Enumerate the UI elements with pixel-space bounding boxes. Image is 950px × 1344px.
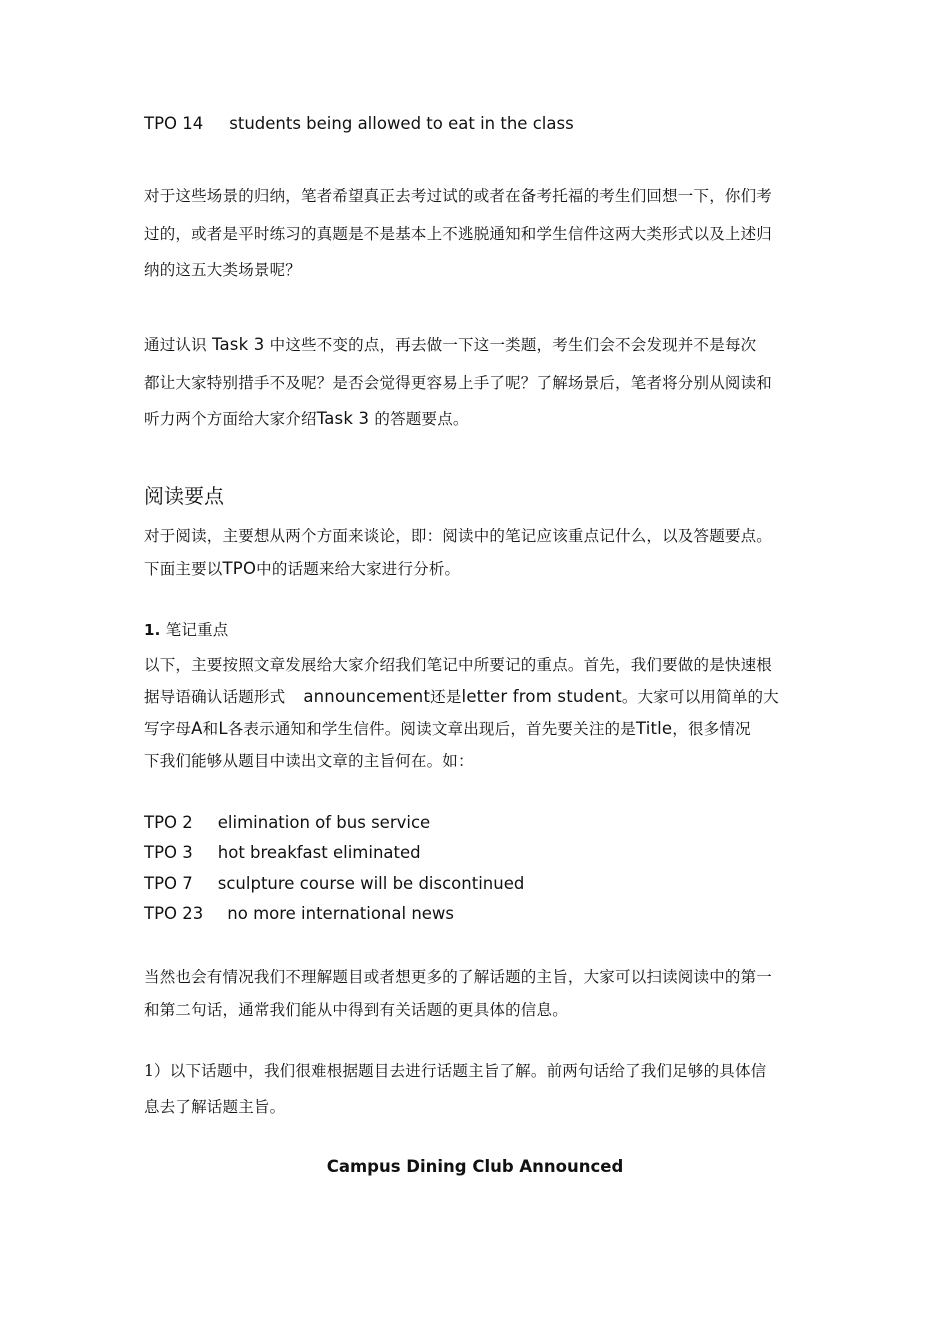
en-term: Title <box>635 719 673 738</box>
task-label: Task 3 <box>316 409 370 428</box>
para4-line1: 以下，主要按照文章发展给大家介绍我们笔记中所要记的重点。首先，我们要做的是快速根 <box>144 656 773 674</box>
example-title: Campus Dining Club Announced <box>326 1157 624 1176</box>
subheading <box>144 620 229 640</box>
text: ，很多情况 <box>672 720 751 738</box>
para6-line1: 1）以下话题中，我们很难根据题目去进行话题主旨了解。前两句话给了我们足够的具体信 <box>144 1062 767 1080</box>
text: 和 <box>202 720 219 738</box>
task-label: Task 3 <box>211 335 265 354</box>
tpo-item-2 <box>144 813 430 833</box>
text: 还是 <box>430 688 462 706</box>
tpo-title: no more international news <box>227 904 455 923</box>
para1-line2: 过的，或者是平时练习的真题是不是基本上不逃脱通知和学生信件这两大类形式以及上述归 <box>144 225 773 243</box>
tpo-title: students being allowed to eat in the class <box>229 114 574 133</box>
para2-line2: 都让大家特别措手不及呢？是否会觉得更容易上手了呢？了解场景后，笔者将分别从阅读和 <box>144 374 773 392</box>
tpo-item-7 <box>144 874 524 894</box>
para5-line2: 和第二句话，通常我们能从中得到有关话题的更具体的信息。 <box>144 1001 568 1019</box>
tpo-title: hot breakfast eliminated <box>217 843 421 862</box>
text: 的答题要点。 <box>374 410 469 428</box>
tpo-code: TPO 7 <box>144 874 193 893</box>
tpo-code: TPO 23 <box>144 904 204 923</box>
text: 听力两个方面给大家介绍 <box>144 410 317 428</box>
tpo-item-23 <box>144 904 454 924</box>
subheading-number: 1. <box>144 621 161 639</box>
para3-line2 <box>144 559 460 579</box>
text: 据导语确认话题形式 <box>144 688 286 706</box>
subheading-text: 笔记重点 <box>165 621 229 639</box>
para1-line1: 对于这些场景的归纳，笔者希望真正去考过试的或者在备考托福的考生们回想一下，你们考 <box>144 187 773 205</box>
text: 。大家可以用简单的大 <box>621 688 779 706</box>
text: 中这些不变的点，再去做一下这一类题，考生们会不会发现并不是每次 <box>269 336 757 354</box>
para6-line2: 息去了解话题主旨。 <box>144 1098 286 1116</box>
text: 下面主要以 <box>144 560 223 578</box>
en-term: announcement <box>303 687 431 706</box>
tpo-code: TPO 2 <box>144 813 193 832</box>
tpo-item-14 <box>144 114 574 134</box>
text: 写字母 <box>144 720 192 738</box>
para2-line1 <box>144 335 756 355</box>
section-heading: 阅读要点 <box>144 484 224 508</box>
text: 通过认识 <box>144 336 207 354</box>
para5-line1: 当然也会有情况我们不理解题目或者想更多的了解话题的主旨，大家可以扫读阅读中的第一 <box>144 968 773 986</box>
para3-line1: 对于阅读，主要想从两个方面来谈论，即：阅读中的笔记应该重点记什么，以及答题要点。 <box>144 527 773 545</box>
para1-line3: 纳的这五大类场景呢？ <box>144 261 302 279</box>
tpo-item-3 <box>144 843 421 863</box>
letter-l: L <box>218 719 228 738</box>
para4-line4: 下我们能够从题目中读出文章的主旨何在。如： <box>144 752 474 770</box>
tpo-code: TPO 3 <box>144 843 193 862</box>
tpo-label: TPO <box>222 559 257 578</box>
para2-line3 <box>144 409 469 429</box>
text: 各表示通知和学生信件。阅读文章出现后，首先要关注的是 <box>227 720 636 738</box>
para4-line2 <box>144 687 779 707</box>
tpo-code: TPO 14 <box>144 114 204 133</box>
tpo-title: elimination of bus service <box>217 813 431 832</box>
en-term: letter from student <box>461 687 622 706</box>
tpo-title: sculpture course will be discontinued <box>217 874 525 893</box>
text: 中的话题来给大家进行分析。 <box>256 560 461 578</box>
para4-line3 <box>144 719 751 739</box>
letter-a: A <box>191 719 203 738</box>
